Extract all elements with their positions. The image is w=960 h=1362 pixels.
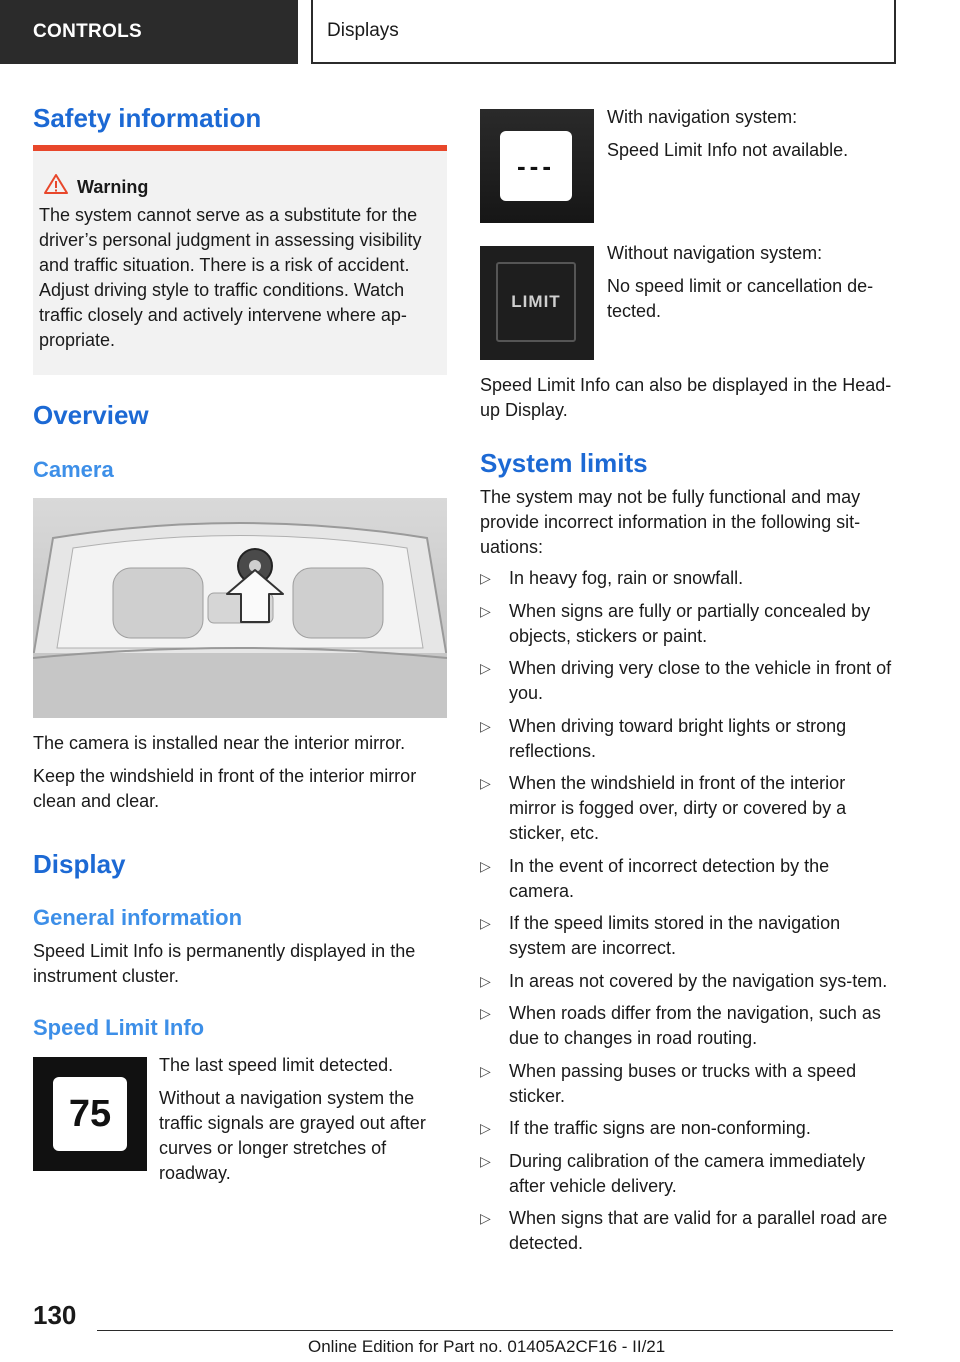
bullet-icon: ▷ xyxy=(480,1152,491,1169)
list-item xyxy=(480,771,895,846)
safety-heading: Safety information xyxy=(33,103,262,133)
list-item-text: If the speed limits stored in the navigation system are incorrect. xyxy=(509,913,841,958)
list-item-text: If the traffic signs are non-conforming. xyxy=(509,1118,811,1138)
bullet-icon: ▷ xyxy=(480,915,491,931)
bullet-icon: ▷ xyxy=(480,1005,491,1021)
bullet-icon: ▷ xyxy=(480,1062,491,1079)
system-limits-intro: The system may not be fully functional and may provide incorrect information in the following sit‐uations: xyxy=(480,487,861,557)
bullet-icon: ▷ xyxy=(480,1210,491,1226)
bullet-icon: ▷ xyxy=(480,717,491,734)
warning-text: The system cannot serve as a substitute for the driver’s personal judgment in assessing visibility and traffic situation. There is a risk of accident. Adjust driving style to traffic conditions. Watch traffic closely and actively intervene where ap‐propriate. xyxy=(39,205,422,350)
section-tab xyxy=(0,0,298,64)
warning-title: Warning xyxy=(77,177,149,197)
list-item xyxy=(480,1059,895,1109)
list-item-text: When signs that are valid for a parallel road are detected. xyxy=(509,1208,888,1253)
bullet-icon: ▷ xyxy=(480,602,491,619)
sli-text-1: The last speed limit detected. xyxy=(159,1055,394,1075)
speed-limit-sign-icon xyxy=(33,1057,147,1171)
bullet-icon: ▷ xyxy=(480,775,491,791)
footer-divider xyxy=(97,1330,893,1331)
list-item-text: When driving very close to the vehicle in front of you. xyxy=(509,658,892,703)
bullet-icon: ▷ xyxy=(480,857,491,874)
without-nav-text-2: No speed limit or cancellation de‐tected. xyxy=(607,276,874,321)
camera-heading: Camera xyxy=(33,457,114,482)
overview-heading: Overview xyxy=(33,400,149,430)
list-item-text: When roads differ from the navigation, such as due to changes in road routing. xyxy=(509,1003,881,1048)
list-item-text: In the event of incorrect detection by the camera. xyxy=(509,855,830,901)
section-title: CONTROLS xyxy=(33,21,143,42)
list-item-text: In heavy fog, rain or snowfall. xyxy=(509,568,744,588)
hud-text: Speed Limit Info can also be displayed in the Head-up Display. xyxy=(480,375,892,420)
list-item xyxy=(480,1149,895,1199)
with-nav-text-1: With navigation system: xyxy=(607,107,798,127)
warning-box xyxy=(33,145,447,375)
list-item xyxy=(480,969,895,994)
without-nav-text-1: Without navigation system: xyxy=(607,243,823,263)
list-item-text: When signs are fully or partially concealed by objects, stickers or paint. xyxy=(509,600,871,646)
list-item-text: When the windshield in front of the interior mirror is fogged over, dirty or covered by a sticker, etc. xyxy=(509,773,847,843)
general-info-heading: General information xyxy=(33,905,243,930)
list-item xyxy=(480,854,895,904)
chapter-tab xyxy=(311,0,896,64)
list-item xyxy=(480,911,895,961)
footer-edition: Online Edition for Part no. 01405A2CF16 - II/21 xyxy=(308,1337,666,1356)
list-item xyxy=(480,1001,895,1051)
list-item-text: In areas not covered by the navigation sys‐tem. xyxy=(509,970,888,991)
speed-limit-unavailable-icon xyxy=(480,109,594,223)
dash-symbol: --- xyxy=(500,131,572,201)
system-limits-heading: System limits xyxy=(480,448,648,478)
general-info-text: Speed Limit Info is permanently displayed in the instrument cluster. xyxy=(33,941,416,986)
system-limits-list xyxy=(480,566,895,1264)
speed-limit-value: 75 xyxy=(53,1077,127,1151)
chapter-title: Displays xyxy=(327,20,399,41)
list-item-text: When driving toward bright lights or strong reflections. xyxy=(509,715,847,761)
bullet-icon: ▷ xyxy=(480,1120,491,1136)
camera-text-1: The camera is installed near the interior mirror. xyxy=(33,733,406,753)
camera-location-illustration xyxy=(33,498,447,718)
page-number: 130 xyxy=(33,1300,77,1330)
speed-limit-limit-icon xyxy=(480,246,594,360)
limit-symbol: LIMIT xyxy=(496,262,576,342)
windshield-camera-image xyxy=(33,498,447,718)
list-item xyxy=(480,1116,895,1141)
speed-limit-info-heading: Speed Limit Info xyxy=(33,1015,205,1040)
camera-text-2: Keep the windshield in front of the interior mirror clean and clear. xyxy=(33,766,417,811)
list-item xyxy=(480,566,895,591)
list-item xyxy=(480,1206,895,1256)
list-item xyxy=(480,599,895,649)
list-item xyxy=(480,656,895,706)
bullet-icon: ▷ xyxy=(480,972,491,989)
display-heading: Display xyxy=(33,849,126,879)
list-item xyxy=(480,714,895,764)
list-item-text: During calibration of the camera immediately after vehicle delivery. xyxy=(509,1150,866,1196)
bullet-icon: ▷ xyxy=(480,660,491,676)
sli-text-2: Without a navigation system the traffic signals are grayed out after curves or longer stretches of roadway. xyxy=(159,1088,426,1183)
bullet-icon: ▷ xyxy=(480,570,491,586)
with-nav-text-2: Speed Limit Info not available. xyxy=(607,140,849,160)
warning-icon xyxy=(43,173,69,195)
list-item-text: When passing buses or trucks with a speed sticker. xyxy=(509,1060,857,1106)
